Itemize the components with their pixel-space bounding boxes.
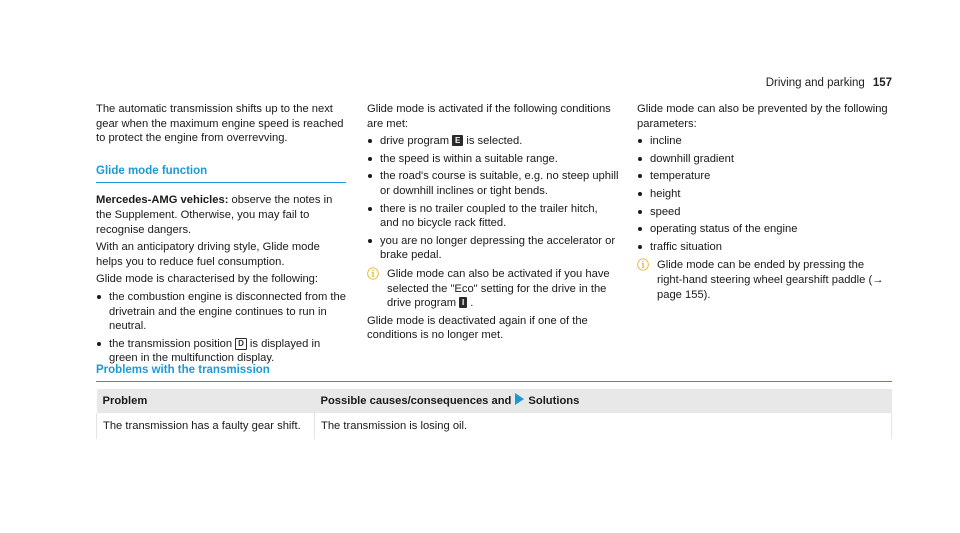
note-text: Glide mode can also be activated if you have selected the "Eco" setting for the drive in the drive program	[387, 267, 610, 310]
list-item: the road's course is suitable, e.g. no steep uphill or downhill inclines or tight bends.	[367, 169, 619, 198]
header-section: Driving and parking	[765, 77, 865, 89]
page-reference-link[interactable]: (→ page 155).	[657, 273, 884, 301]
drive-program-e-icon: E	[452, 135, 463, 146]
arrow-right-icon	[515, 393, 524, 405]
col2-intro: Glide mode is activated if the following conditions are met:	[367, 103, 611, 130]
amg-note	[96, 193, 346, 237]
list-item	[96, 337, 346, 366]
list-item: you are no longer depressing the accelerator or brake pedal.	[367, 234, 619, 263]
list-item: operating status of the engine	[637, 222, 892, 237]
col1-p2: Glide mode is characterised by the following:	[96, 273, 318, 286]
note-text: Glide mode can be ended by pressing the right-hand steering wheel gearshift paddle	[657, 259, 866, 286]
list-item: height	[637, 187, 892, 202]
amg-label: Mercedes-AMG vehicles:	[96, 194, 229, 207]
list-item: temperature	[637, 169, 892, 184]
list-item: the combustion engine is disconnected from the drivetrain and the engine continues to run in neutral.	[96, 290, 346, 334]
list-item	[367, 134, 619, 149]
list-item-text: drive program	[380, 135, 450, 148]
problems-title: Problems with the transmission	[96, 363, 892, 382]
col3-note	[637, 258, 892, 302]
header-causes	[315, 389, 892, 413]
amg-text: observe the notes in the Supplement. Otherwise, you may fail to recognise dangers.	[96, 194, 333, 236]
table-row	[97, 413, 892, 439]
column-2	[367, 102, 619, 346]
col3-list	[637, 134, 892, 254]
info-icon: ⓘ	[367, 266, 380, 281]
row-problem: The transmission has a faulty gear shift.	[97, 413, 315, 439]
col1-list	[96, 290, 346, 366]
problems-table	[96, 389, 892, 439]
row-solution: The transmission is losing oil.	[315, 413, 892, 439]
list-item: there is no trailer coupled to the trailer hitch, and no bicycle rack fitted.	[367, 202, 619, 231]
list-item: downhill gradient	[637, 152, 892, 167]
gear-d-icon: D	[235, 338, 247, 350]
list-item: speed	[637, 205, 892, 220]
header-causes-text: Possible causes/consequences and	[320, 395, 512, 407]
col1-intro: The automatic transmission shifts up to the next gear when the maximum engine speed is reached to protect the engine from overrevving.	[96, 103, 344, 145]
column-1	[96, 102, 346, 369]
list-item: traffic situation	[637, 240, 892, 255]
info-icon: ⓘ	[637, 258, 650, 273]
list-item: incline	[637, 134, 892, 149]
table-header-row	[97, 389, 892, 413]
list-item-text: the transmission position	[109, 337, 233, 350]
list-item-text: is displayed in green in the multifunction display.	[109, 337, 321, 365]
list-item-text: is selected.	[466, 135, 523, 148]
column-3	[637, 102, 892, 305]
col1-p1: With an anticipatory driving style, Glide mode helps you to reduce fuel consumption.	[96, 241, 320, 268]
drive-program-i-icon: I	[459, 297, 467, 308]
col3-intro: Glide mode can also be prevented by the following parameters:	[637, 103, 888, 130]
section-title-glide: Glide mode function	[96, 164, 346, 184]
page-header	[766, 76, 892, 91]
col2-outro: Glide mode is deactivated again if one of the conditions is no longer met.	[367, 314, 588, 342]
col2-note	[367, 267, 619, 311]
col2-list	[367, 134, 619, 263]
page-number: 157	[872, 77, 892, 89]
header-solutions-text: Solutions	[528, 395, 580, 407]
note-text: .	[470, 297, 474, 310]
header-problem: Problem	[97, 389, 315, 413]
list-item: the speed is within a suitable range.	[367, 152, 619, 167]
